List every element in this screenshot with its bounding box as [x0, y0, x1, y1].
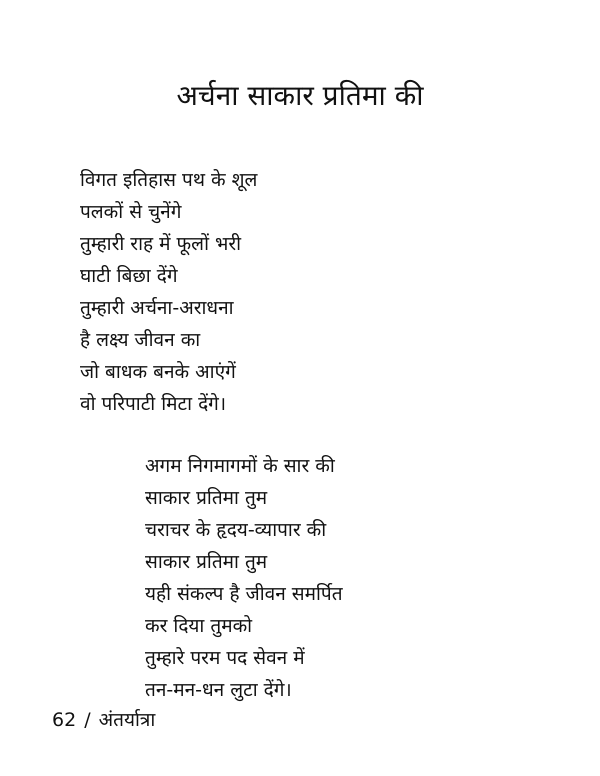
- poem-title: अर्चना साकार प्रतिमा की: [176, 79, 424, 112]
- poem-line: चराचर के हृदय-व्यापार की: [145, 519, 327, 541]
- poem-line: है लक्ष्य जीवन का: [80, 329, 201, 351]
- poem-line: अगम निगमागमों के सार की: [145, 455, 335, 477]
- poem-line: कर दिया तुमको: [145, 615, 253, 637]
- page-number: 62: [52, 709, 77, 731]
- poem-line: साकार प्रतिमा तुम: [145, 551, 268, 573]
- poem-line: तुम्हारी अर्चना-अराधना: [80, 297, 234, 319]
- poem-line: जो बाधक बनके आएंगें: [80, 361, 236, 383]
- stanza-1: [80, 164, 257, 420]
- poem-line: वो परिपाटी मिटा देंगे।: [80, 393, 227, 415]
- poem-line: तुम्हारे परम पद सेवन में: [145, 647, 305, 669]
- book-title: अंतर्यात्रा: [98, 709, 156, 731]
- poem-line: घाटी बिछा देंगे: [80, 265, 178, 287]
- poem-line: तुम्हारी राह में फूलों भरी: [80, 233, 242, 255]
- poem-line: यही संकल्प है जीवन समर्पित: [145, 583, 343, 605]
- stanza-2: [145, 450, 343, 706]
- footer-separator: /: [84, 709, 91, 731]
- poem-line: विगत इतिहास पथ के शूल: [80, 169, 258, 191]
- poem-line: साकार प्रतिमा तुम: [145, 487, 268, 509]
- poem-line: पलकों से चुनेंगे: [80, 201, 182, 223]
- page-footer: [52, 706, 155, 734]
- poem-line: तन-मन-धन लुटा देंगे।: [145, 679, 292, 701]
